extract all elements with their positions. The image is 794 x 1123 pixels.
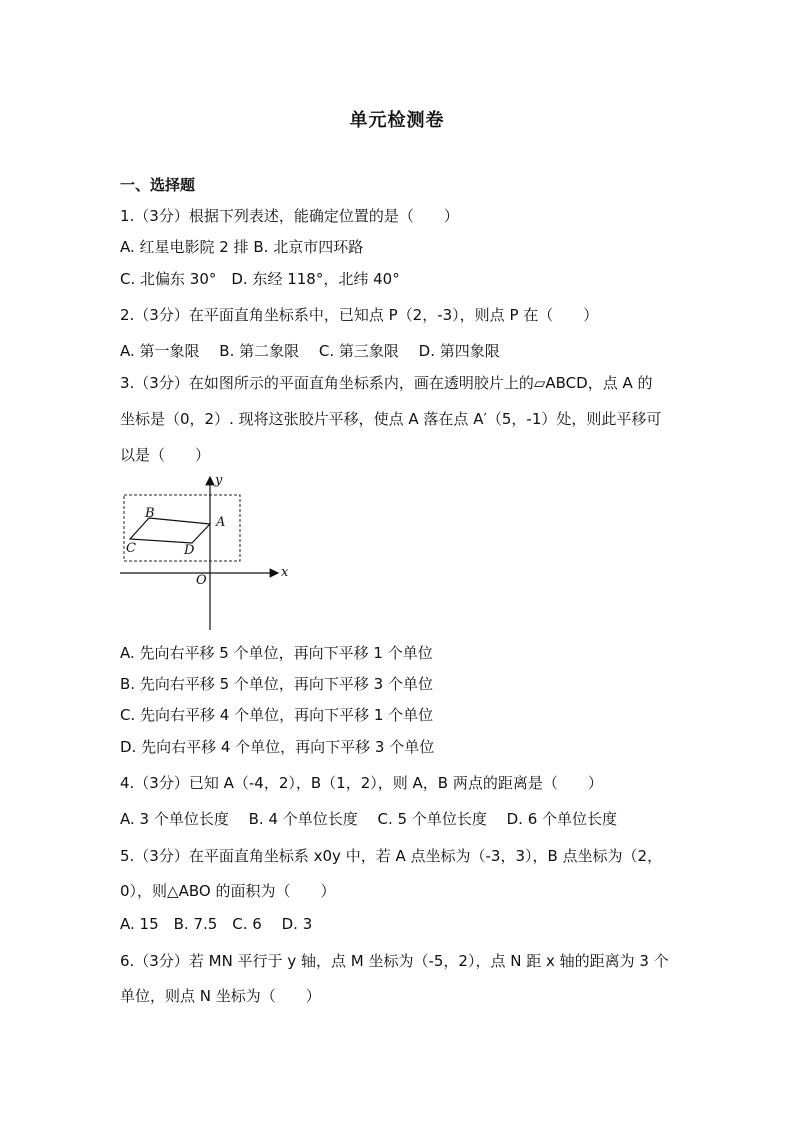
question-1-options-cd: C. 北偏东 30° D. 东经 118°，北纬 40° [120, 270, 400, 288]
question-4-options: A. 3 个单位长度 B. 4 个单位长度 C. 5 个单位长度 D. 6 个单位长度 [120, 810, 618, 828]
x-axis-label: x [281, 565, 289, 580]
question-3-option-d: D. 先向右平移 4 个单位，再向下平移 3 个单位 [120, 738, 435, 756]
question-6-stem-line1: 6.（3分）若 MN 平行于 y 轴，点 M 坐标为（-5，2），点 N 距 x 轴的距离为 3 个 [120, 952, 669, 970]
parallelogram-abcd [130, 518, 210, 543]
question-5-stem-line1: 5.（3分）在平面直角坐标系 x0y 中，若 A 点坐标为（-3，3），B 点坐标为（2， [120, 847, 663, 865]
question-4-stem: 4.（3分）已知 A（-4，2），B（1，2），则 A，B 两点的距离是（ ） [120, 774, 603, 792]
question-3-option-a: A. 先向右平移 5 个单位，再向下平移 1 个单位 [120, 644, 433, 662]
question-1-options-ab: A. 红星电影院 2 排 B. 北京市四环路 [120, 238, 364, 256]
point-c-label: C [126, 541, 136, 556]
question-1-stem: 1.（3分）根据下列表述，能确定位置的是（ ） [120, 207, 459, 225]
question-3-stem-line1: 3.（3分）在如图所示的平面直角坐标系内，画在透明胶片上的▱ABCD，点 A 的 [120, 374, 653, 392]
question-3-option-c: C. 先向右平移 4 个单位，再向下平移 1 个单位 [120, 706, 434, 724]
question-5-options: A. 15 B. 7.5 C. 6 D. 3 [120, 915, 313, 933]
section-heading: 一、选择题 [120, 176, 196, 194]
question-6-stem-line2: 单位，则点 N 坐标为（ ） [120, 987, 321, 1005]
question-3-stem-line3: 以是（ ） [120, 446, 211, 464]
question-3-option-b: B. 先向右平移 5 个单位，再向下平移 3 个单位 [120, 675, 433, 693]
question-2-stem: 2.（3分）在平面直角坐标系中，已知点 P（2，-3），则点 P 在（ ） [120, 306, 599, 324]
point-d-label: D [184, 543, 195, 558]
question-2-options: A. 第一象限 B. 第二象限 C. 第三象限 D. 第四象限 [120, 342, 500, 360]
point-b-label: B [145, 506, 155, 521]
page-title: 单元检测卷 [349, 110, 445, 131]
question-5-stem-line2: 0），则△ABO 的面积为（ ） [120, 882, 336, 900]
coordinate-figure [118, 472, 298, 634]
question-3-stem-line2: 坐标是（0，2）. 现将这张胶片平移，使点 A 落在点 A′（5，-1）处，则此平移可 [120, 410, 662, 428]
point-a-label: A [216, 515, 226, 530]
y-axis-label: y [215, 473, 223, 488]
origin-label: O [196, 573, 207, 588]
